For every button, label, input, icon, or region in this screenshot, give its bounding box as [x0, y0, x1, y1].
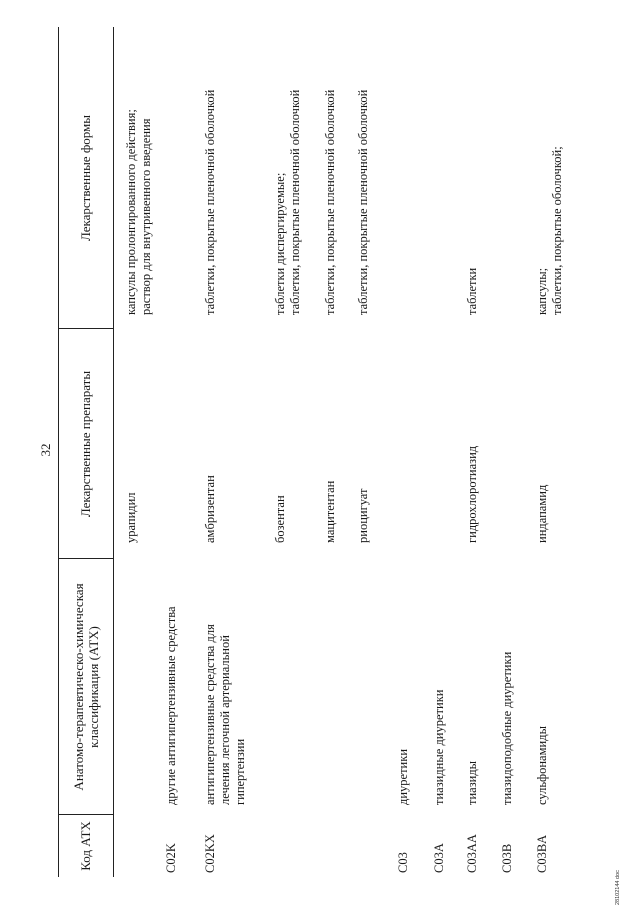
drug-table [58, 27, 618, 877]
row-drug: амбризентан [203, 475, 217, 543]
page-number: 32 [38, 443, 53, 457]
row-code: C03A [432, 843, 446, 873]
header-code: Код АТХ [78, 821, 93, 871]
row-drug: индапамид [535, 484, 549, 543]
row-code: C02K [164, 843, 178, 873]
row-classification: тиазиды [465, 760, 479, 805]
header-drugs: Лекарственные препараты [78, 370, 93, 518]
header-classification: Анатомо-терапевтическо-химическая классификация (АТХ) [70, 583, 101, 791]
row-forms: таблетки [465, 267, 479, 315]
row-classification: диуретики [396, 748, 410, 805]
footer-doc-id: 28102144 doc [615, 870, 621, 905]
row-code: C03BA [535, 834, 549, 873]
row-forms: таблетки диспергируемые; таблетки, покрытые пленочной оболочкой [273, 89, 302, 315]
row-drug: риоцигуат [356, 488, 370, 543]
row-classification: антигипертензивные средства для лечения легочной артериальной гипертензии [203, 624, 247, 805]
row-code: C03 [396, 852, 410, 873]
row-code: C03AA [465, 834, 479, 873]
row-classification: сульфонамиды [535, 726, 549, 805]
row-drug: мацитентан [323, 480, 337, 543]
row-drug: гидрохлоротиазид [465, 445, 479, 543]
row-classification: тиазидные диуретики [432, 689, 446, 805]
row-code: C02KX [203, 834, 217, 873]
row-drug: урапидил [124, 492, 138, 543]
row-forms: таблетки, покрытые пленочной оболочкой [323, 89, 337, 315]
row-forms: капсулы пролонгированного действия; раствор для внутривенного введения [124, 109, 153, 315]
row-drug: бозентан [273, 495, 287, 543]
header-forms: Лекарственные формы [78, 114, 93, 242]
row-forms: таблетки, покрытые пленочной оболочкой [356, 89, 370, 315]
row-classification: тиазидоподобные диуретики [500, 651, 514, 805]
row-classification: другие антигипертензивные средства [164, 606, 178, 805]
row-forms: таблетки, покрытые пленочной оболочкой [203, 89, 217, 315]
row-forms: капсулы; таблетки, покрытые оболочкой; [535, 146, 564, 315]
row-code: C03B [500, 843, 514, 873]
header-bottom-border [113, 27, 114, 877]
